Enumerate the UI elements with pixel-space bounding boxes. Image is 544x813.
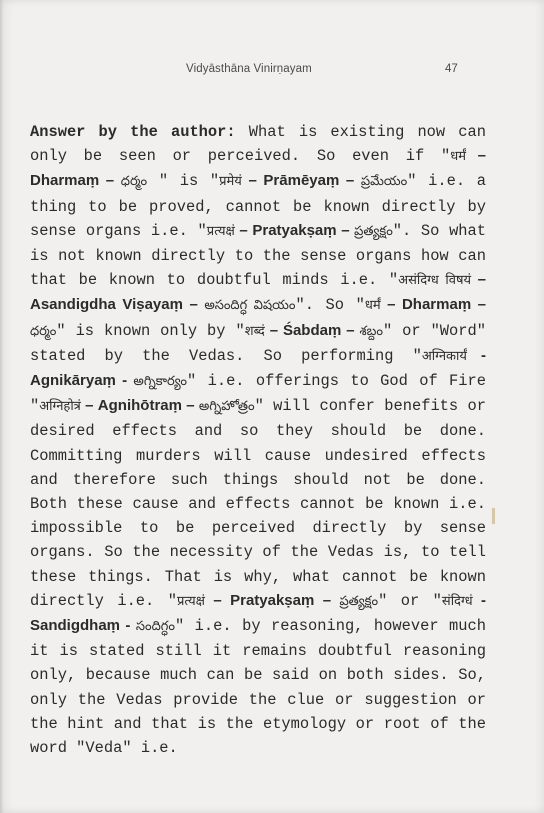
telugu-term: ధర్మం — [120, 174, 148, 190]
page-number: 47 — [445, 63, 458, 75]
text-run: ". So " — [295, 296, 365, 315]
margin-stain — [492, 508, 495, 524]
transliterated-term: – Pratyakṣaṃ – — [234, 221, 355, 239]
devanagari-term: अग्निकार्यं — [421, 348, 467, 364]
devanagari-term: प्रमेयं — [219, 174, 242, 190]
devanagari-term: असंदिग्ध विषयं — [398, 273, 472, 289]
devanagari-term: शब्दं — [244, 323, 265, 339]
text-run: " will confer benefits or desired effects and so they should be done. Committing murders will cause undesired effects and therefore such things should not be done. Both these cause and effects cannot be known i.e. impossible to be perceived directly by sense organs. So the necessity of the Vedas is, to tell these things. That is why, what cannot be known directly i.e. " — [30, 397, 486, 610]
body-paragraph — [30, 120, 486, 760]
telugu-term: అగ్నికార్యం — [133, 374, 188, 390]
paragraph-lead: Answer by the author: — [30, 123, 236, 141]
transliterated-term: – Śabdaṃ – — [264, 321, 360, 339]
telugu-term: ప్రత్యక్షం — [354, 223, 393, 239]
text-run: " is known only by " — [56, 321, 245, 340]
devanagari-term: प्रत्यक्षं — [206, 223, 235, 239]
text-run: What is existing now can only be seen or perceived. So even if " — [30, 123, 486, 166]
text-run: " or " — [378, 591, 442, 610]
transliterated-term: – Dharmaṃ – — [380, 296, 487, 314]
devanagari-term: धर्मं — [364, 298, 381, 314]
text-run: " i.e. by reasoning, however much it is stated still it remains doubtful reasoning only, because much can be said on both sides. So, only the Vedas provide the clue or suggestion or the hint and that is the etymology or root of the word "Veda" i.e. — [30, 617, 486, 758]
telugu-term: అగ్నిహోత్రం — [198, 399, 255, 415]
transliterated-term: - Agnikāryaṃ - — [30, 346, 486, 390]
text-run: " is " — [147, 172, 220, 191]
running-header-title: Vidyāsthāna Vinirṇayam — [186, 63, 312, 75]
devanagari-term: संदिग्धं — [441, 593, 473, 609]
text-run: " i.e. offerings to God of Fire " — [30, 372, 486, 416]
transliterated-term: – Dharmaṃ – — [30, 147, 486, 190]
telugu-term: సందిగ్ధం — [135, 619, 175, 635]
page-gutter-shadow — [0, 0, 4, 813]
telugu-term: ప్రమేయం — [360, 174, 408, 190]
text-run: " or "Word" stated by the Vedas. So performing " — [30, 321, 486, 365]
transliterated-term: – Pratyakṣaṃ – — [205, 591, 340, 609]
transliterated-term: – Asandigdha Viṣayaṃ – — [30, 271, 486, 314]
devanagari-term: अग्निहोत्रं — [39, 399, 81, 415]
telugu-term: శబ్దం — [359, 323, 383, 339]
transliterated-term: – Agnihōtraṃ – — [80, 397, 199, 415]
transliterated-term: – Prāmēyaṃ – — [241, 172, 361, 190]
text-run: " i.e. a thing to be proved, cannot be known directly by sense organs i.e. " — [30, 172, 486, 240]
devanagari-term: प्रत्यक्षं — [176, 593, 205, 609]
telugu-term: అసందిగ్ధ విషయం — [204, 298, 296, 314]
telugu-term: ధర్మం — [30, 323, 57, 339]
transliterated-term: - Sandigdhaṃ - — [30, 591, 486, 635]
devanagari-term: धर्मं — [450, 149, 466, 165]
text-run: ". So what is not known directly to the sense organs how can that be known to doubtful minds i.e. " — [30, 221, 487, 290]
telugu-term: ప్రత్యక్షం — [339, 593, 379, 609]
